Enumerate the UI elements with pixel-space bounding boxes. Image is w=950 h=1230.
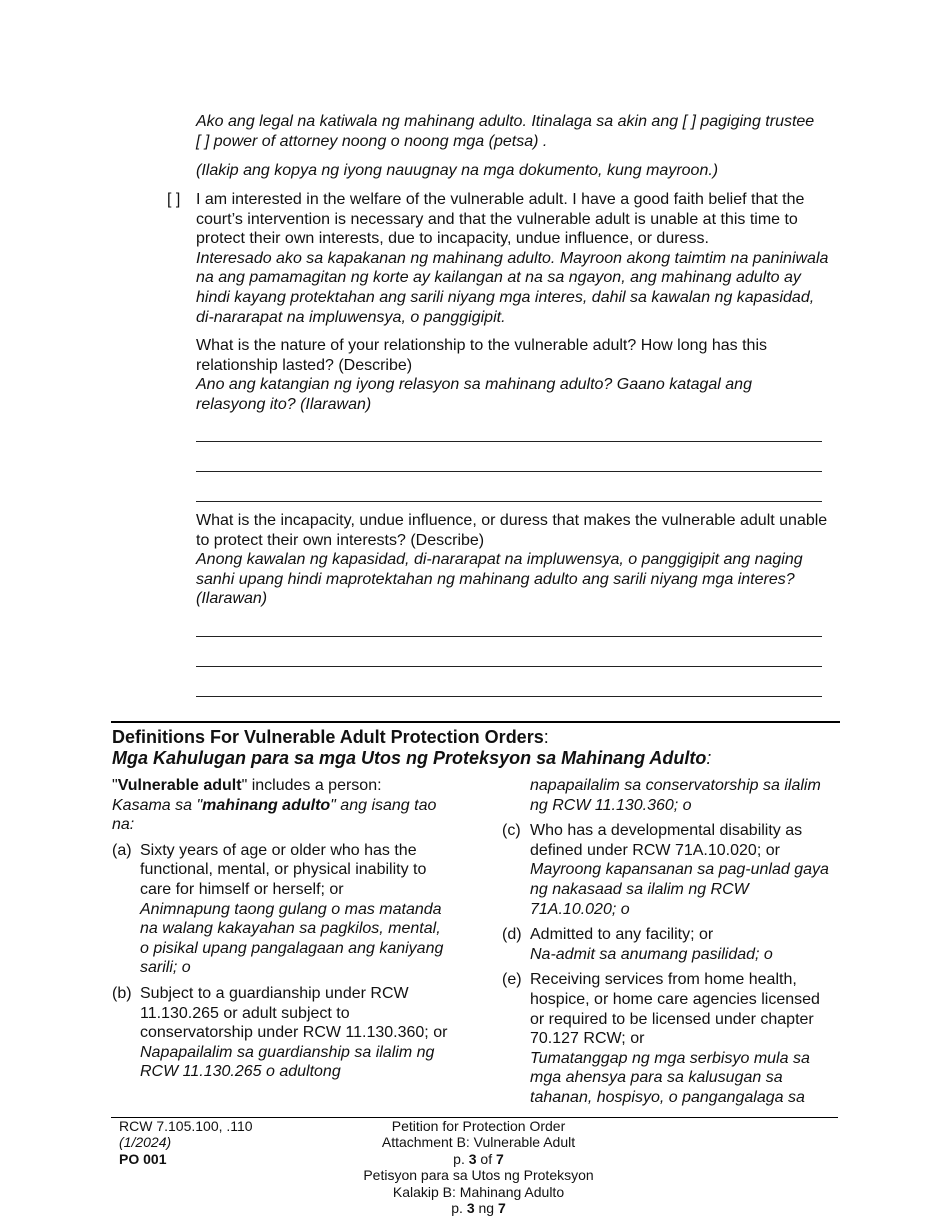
definitions-title-tl: Mga Kahulugan para sa mga Utos ng Proteksyon sa Mahinang Adulto bbox=[112, 748, 707, 768]
definitions-title-en: Definitions For Vulnerable Adult Protection Orders bbox=[112, 727, 544, 747]
legal-representative-text: Ako ang legal na katiwala ng mahinang adulto. Itinalaga sa akin ang [ ] pagiging trustee [ ] power of attorney noong o noong mga (petsa) . bbox=[196, 113, 815, 150]
answer-line[interactable] bbox=[196, 673, 822, 703]
footer-rcw: RCW 7.105.100, .110 bbox=[119, 1118, 253, 1134]
term-vulnerable-adult: Vulnerable adult bbox=[117, 777, 242, 794]
footer-form-number: PO 001 bbox=[119, 1150, 167, 1167]
definition-item-b-continued: napapailalim sa conservatorship sa ilalim ng RCW 11.130.360; o bbox=[530, 777, 821, 814]
definition-item-b: (b) Subject to a guardianship under RCW 11.130.265 or adult subject to conservatorship under RCW 11.130.360; or Napapailalim sa guardianship sa ilalim ng RCW 11.130.265 o adultong bbox=[112, 984, 448, 1081]
footer-attachment-tl: Kalakip B: Mahinang Adulto bbox=[392, 1183, 565, 1200]
definition-intro-en: "Vulnerable adult" includes a person: bbox=[112, 777, 382, 794]
relationship-question bbox=[196, 336, 822, 414]
definition-item-c: (c) Who has a developmental disability as defined under RCW 71A.10.020; or Mayroong kapansanan sa pag-unlad gaya ng nakasaad sa ilalim ng RCW 71A.10.020; o bbox=[502, 822, 829, 918]
definitions-right-column bbox=[502, 776, 836, 1114]
footer-title-tl: Petisyon para sa Utos ng Proteksyon bbox=[363, 1167, 594, 1184]
relationship-question-tl: Ano ang katangian ng iyong relasyon sa mahinang adulto? Gaano katagal ang relasyong ito? (Ilarawan) bbox=[196, 376, 752, 413]
definition-intro-tl: Kasama sa "mahinang adulto" ang isang tao na: bbox=[112, 796, 437, 834]
answer-line[interactable] bbox=[196, 418, 822, 448]
footer-page-en: p. 3 of 7 bbox=[453, 1150, 504, 1167]
footer-title-en: Petition for Protection Order bbox=[391, 1118, 566, 1134]
definitions-heading: Definitions For Vulnerable Adult Protection Orders: Mga Kahulugan para sa mga Utos ng Proteksyon sa Mahinang Adulto: bbox=[112, 727, 712, 768]
section-divider bbox=[111, 721, 840, 723]
relationship-answer-lines[interactable] bbox=[196, 418, 822, 508]
footer-page-tl: p. 3 ng 7 bbox=[451, 1200, 506, 1217]
interest-statement-en: I am interested in the welfare of the vulnerable adult. I have a good faith belief that the court’s intervention is necessary and that the vulnerable adult is unable at this time to protect their own interests, due to incapacity, undue influence, or duress. bbox=[196, 191, 805, 248]
footer-left bbox=[119, 1118, 319, 1167]
relationship-question-en: What is the nature of your relationship to the vulnerable adult? How long has this relationship lasted? (Describe) bbox=[196, 337, 767, 374]
incapacity-question-tl: Anong kawalan ng kapasidad, di-nararapat na impluwensya, o panggigipit ang naging sanhi upang hindi maprotektahan ng mahinang adulto ang sarili niyang mga interes? (Ilarawan) bbox=[196, 551, 803, 608]
interest-statement-tl: Interesado ako sa kapakanan ng mahinang adulto. Mayroon akong taimtim na paniniwala na ang pamamagitan ng korte ay kailangan at na sa ngayon, ang mahinang adulto ay hindi kayang protektahan ang sarili niyang mga interes, dahil sa kawalan ng kapasidad, di-nararapat na impluwensya, o panggigipit. bbox=[196, 249, 829, 326]
answer-line[interactable] bbox=[196, 643, 822, 673]
attach-documents-note: (Ilakip ang kopya ng iyong nauugnay na mga dokumento, kung mayroon.) bbox=[196, 162, 719, 179]
definitions-left-column bbox=[112, 776, 452, 1088]
interest-statement bbox=[196, 190, 836, 327]
definition-item-a: (a) Sixty years of age or older who has the functional, mental, or physical inability to care for himself or herself; or Animnapung taong gulang o mas matanda na walang kakayahan sa pagkilos, mental, o pisikal upang pangalagaan ang kaniyang sarili; o bbox=[112, 841, 444, 977]
term-mahinang-adulto: mahinang adulto bbox=[202, 796, 331, 814]
definition-item-e: (e) Receiving services from home health, hospice, or home care agencies licensed or required to be licensed under chapter 70.127 RCW; or Tumatanggap ng mga serbisyo mula sa mga ahensya para sa kalusugan sa tahanan, hospisyo, o pangangalaga sa bbox=[502, 971, 820, 1106]
answer-line[interactable] bbox=[196, 448, 822, 478]
footer-center bbox=[330, 1118, 627, 1216]
incapacity-question bbox=[196, 511, 830, 609]
definition-item-d: (d) Admitted to any facility; or Na-admit sa anumang pasilidad; o bbox=[502, 926, 773, 963]
footer-attachment-en: Attachment B: Vulnerable Adult bbox=[381, 1134, 576, 1151]
interest-checkbox[interactable]: [ ] bbox=[167, 191, 181, 208]
incapacity-answer-lines[interactable] bbox=[196, 613, 822, 703]
answer-line[interactable] bbox=[196, 613, 822, 643]
answer-line[interactable] bbox=[196, 478, 822, 508]
incapacity-question-en: What is the incapacity, undue influence, or duress that makes the vulnerable adult unable to protect their own interests? (Describe) bbox=[196, 512, 828, 549]
footer-date: (1/2024) bbox=[119, 1134, 172, 1151]
